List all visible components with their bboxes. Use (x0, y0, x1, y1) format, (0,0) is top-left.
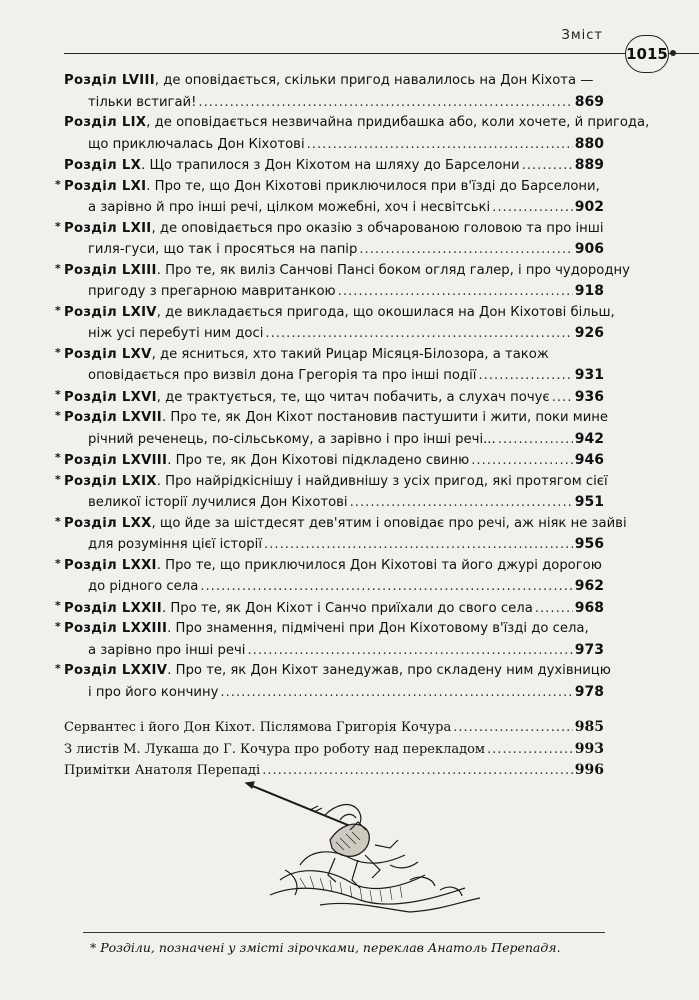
chapter-number: Розділ LX (64, 158, 142, 173)
page-reference: 951 (574, 494, 604, 510)
chapter-number: Розділ LXIX (64, 473, 157, 489)
translator-star-mark: * (55, 177, 61, 191)
chapter-description: , де ясниться, хто такий Рицар Місяця-Білозора, а також (151, 346, 549, 362)
toc-entry-line (64, 450, 604, 472)
toc-entry (64, 155, 604, 177)
translator-star-mark: * (55, 219, 61, 233)
toc-entry (55, 345, 604, 387)
chapter-description: , де оповідається незвичайна придибашка або, коли хочете, й пригода, (146, 115, 650, 130)
dot-leader (471, 451, 573, 472)
toc-entry-line (64, 261, 630, 282)
chapter-number: Розділ LXIII (64, 262, 157, 278)
page-reference: 978 (574, 683, 604, 700)
chapter-description: , де оповідається про оказію з обчарованою головою та про інші (151, 220, 604, 236)
chapter-description: що приключалась Дон Кіхотові (88, 136, 305, 152)
afterword-title: Сервантес і його Дон Кіхот. Післямова Григорія Кочура (64, 720, 452, 735)
toc-entry (55, 661, 611, 703)
toc-entry (55, 514, 627, 556)
chapter-number: Розділ LXVIII (64, 453, 168, 468)
toc-entry-line (64, 408, 608, 429)
chapter-number: Розділ LXXII (64, 600, 162, 616)
chapter-description: оповідається про визвіл дона Грегорія та про інші події (88, 368, 477, 383)
page-reference: 931 (574, 367, 604, 383)
chapter-number: Розділ LXI (64, 178, 147, 194)
toc-entry (55, 261, 630, 303)
header-dot (670, 50, 676, 56)
toc-entry (55, 387, 604, 409)
toc-entry-line (64, 429, 604, 451)
dot-leader (487, 740, 573, 761)
chapter-number: Розділ LXII (64, 220, 152, 236)
dot-leader (265, 324, 572, 345)
toc-entry-line (64, 576, 604, 598)
chapter-description: . Що трапилося з Дон Кіхотом на шляху до Барселони (141, 158, 520, 173)
chapter-description: для розуміння цієї історії (88, 537, 263, 552)
chapter-number: Розділ LXV (64, 346, 152, 362)
toc-entry-line (64, 177, 604, 198)
chapter-description: великої історії лучилися Дон Кіхотові (88, 495, 348, 510)
afterword-entry (64, 717, 604, 739)
page-reference: 993 (574, 740, 604, 757)
chapter-description: пригоду з прегарною мавританкою (88, 284, 336, 299)
toc-entry (55, 450, 604, 472)
dot-leader (498, 430, 573, 451)
page-reference: 869 (574, 93, 604, 110)
toc-entry-line (64, 113, 650, 134)
chapter-description: річний реченець, по-сільському, а зарівно і про інші речі... (88, 431, 496, 447)
chapter-description: . Про те, як Дон Кіхотові підкладено свиню (167, 453, 470, 468)
header-rule (64, 53, 625, 54)
toc-entry-line (64, 134, 604, 156)
toc-entry-line (64, 534, 604, 556)
chapter-description: . Про те, що Дон Кіхотові приключилося при в'їзді до Барселони, (146, 178, 600, 194)
chapter-description: , де викладається пригода, що окошилася на Дон Кіхотові більш, (156, 304, 615, 320)
page-reference: 918 (574, 283, 604, 299)
chapter-description: , що йде за шістдесят дев'ятим і оповідає про речі, аж ніяк не зайві (151, 515, 627, 531)
chapter-description: . Про те, як Дон Кіхот занедужав, про складену ним духівницю (167, 663, 611, 678)
toc-entry (55, 556, 604, 598)
chapter-description: , де трактується, те, що читач побачить, а слухач почує (156, 389, 550, 405)
toc-entry-line (64, 303, 615, 324)
dot-leader (359, 240, 572, 261)
toc-entry-line (64, 239, 604, 261)
page-reference: 880 (574, 135, 604, 152)
chapter-description: . Про знамення, підмічені при Дон Кіхотовому в'їзді до села, (167, 621, 589, 636)
dot-leader (198, 93, 572, 114)
translator-star-mark: * (55, 409, 61, 422)
translator-star-mark: * (55, 387, 61, 401)
translator-star-mark: * (55, 556, 61, 570)
page-reference: 946 (574, 452, 604, 468)
toc-entry-line (64, 514, 627, 535)
chapter-number: Розділ LVIII (64, 73, 155, 88)
chapter-number: Розділ LXXI (64, 557, 157, 573)
footnote: * Розділи, позначені у змісті зірочками, переклав Анатоль Перепадя. (90, 940, 561, 955)
knight-illustration (240, 770, 490, 918)
toc-entry-line (64, 92, 604, 114)
toc-entry (64, 71, 604, 113)
chapter-number: Розділ LIX (64, 115, 147, 130)
dot-leader (552, 388, 573, 409)
chapter-description: , де оповідається, скільки пригод навалилось на Дон Кіхота — (154, 73, 594, 88)
dot-leader (492, 198, 573, 219)
toc-entry-line (64, 640, 604, 662)
toc-entry (64, 113, 650, 155)
page-reference: 936 (574, 388, 604, 405)
dot-leader (453, 718, 573, 739)
afterword-title: З листів М. Лукаша до Г. Кочура про роботу над перекладом (64, 741, 486, 757)
dot-leader (522, 156, 573, 177)
toc-entry-line (64, 682, 604, 704)
dot-leader (307, 135, 573, 156)
translator-star-mark: * (55, 662, 61, 675)
chapter-number: Розділ LXX (64, 515, 152, 531)
toc-entry-line (64, 345, 604, 366)
dot-leader (220, 683, 572, 704)
page-reference: 962 (574, 578, 604, 594)
chapter-description: тільки встигай! (88, 94, 197, 110)
dot-leader (200, 577, 572, 598)
page-number: 1015 (625, 35, 669, 73)
toc-entry-line (64, 155, 604, 177)
toc-entry-line (64, 492, 604, 514)
toc-entry (55, 619, 604, 661)
translator-star-mark: * (55, 451, 61, 464)
chapter-description: а зарівно про інші речі (88, 642, 246, 658)
chapter-description: ніж усі перебуті ним досі (88, 326, 264, 341)
dot-leader (264, 535, 573, 556)
translator-star-mark: * (55, 620, 61, 633)
toc-entry (55, 177, 604, 219)
toc-entry (55, 219, 604, 261)
translator-star-mark: * (55, 345, 61, 359)
page-reference: 942 (574, 430, 604, 447)
toc-entry-line (64, 365, 604, 387)
chapter-description: а зарівно й про інші речі, цілком можебні, хоч і несвітські (88, 200, 491, 215)
page-reference: 926 (574, 325, 604, 341)
dot-leader (350, 493, 573, 514)
toc-entry-line (64, 323, 604, 345)
page-reference: 996 (574, 762, 604, 778)
chapter-description: . Про те, що приключилося Дон Кіхотові та його джурі дорогою (156, 557, 602, 573)
chapter-description: . Про найрідкіснішу і найдивнішу з усіх пригод, які протягом сієї (156, 473, 608, 489)
toc-entry-line (64, 619, 604, 640)
translator-star-mark: * (55, 514, 61, 528)
dot-leader (247, 641, 572, 662)
dot-leader (478, 366, 572, 387)
toc-entry (55, 303, 615, 345)
chapter-number: Розділ LXXIII (64, 621, 168, 636)
translator-star-mark: * (55, 303, 61, 317)
toc-entry-line (64, 598, 604, 620)
toc-entry-line (64, 197, 604, 219)
page-reference: 889 (574, 157, 604, 173)
page-reference: 956 (574, 536, 604, 552)
toc-entry-line (64, 556, 604, 577)
toc-entry-line (64, 472, 608, 493)
translator-star-mark: * (55, 472, 61, 486)
chapter-description: . Про те, як виліз Санчові Пансі боком огляд галер, і про чудородну (156, 262, 630, 278)
chapter-number: Розділ LXVII (64, 410, 162, 425)
chapter-description: . Про те, як Дон Кіхот постановив пастушити і жити, поки мине (162, 410, 608, 425)
table-of-contents (55, 71, 650, 782)
translator-star-mark: * (55, 598, 61, 612)
chapter-description: до рідного села (88, 579, 199, 594)
afterword-entry (64, 739, 604, 761)
chapter-description: і про його кончину (88, 684, 219, 700)
translator-star-mark: * (55, 261, 61, 275)
page-reference: 906 (574, 241, 604, 257)
chapter-description: . Про те, як Дон Кіхот і Санчо приїхали до свого села (161, 600, 533, 616)
chapter-description: гиля-гуси, що так і просяться на папір (88, 242, 358, 257)
toc-entry (55, 598, 604, 620)
toc-entry (55, 408, 608, 450)
toc-entry-line (64, 387, 604, 409)
dot-leader (535, 599, 573, 620)
toc-entry-line (64, 219, 604, 240)
dot-leader (338, 282, 573, 303)
running-header-title: Зміст (561, 28, 603, 43)
page-reference: 968 (574, 599, 604, 616)
page-reference: 985 (574, 719, 604, 735)
afterword-title: Примітки Анатоля Перепаді (64, 763, 261, 778)
toc-entry-line (64, 661, 611, 682)
toc-entry-line (64, 71, 604, 92)
footnote-rule (83, 932, 605, 933)
toc-entry (55, 472, 608, 514)
toc-entry-line (64, 281, 604, 303)
page-reference: 973 (574, 641, 604, 658)
chapter-number: Розділ LXIV (64, 304, 157, 320)
chapter-number: Розділ LXVI (64, 389, 157, 405)
page-reference: 902 (574, 199, 604, 215)
chapter-number: Розділ LXXIV (64, 663, 168, 678)
